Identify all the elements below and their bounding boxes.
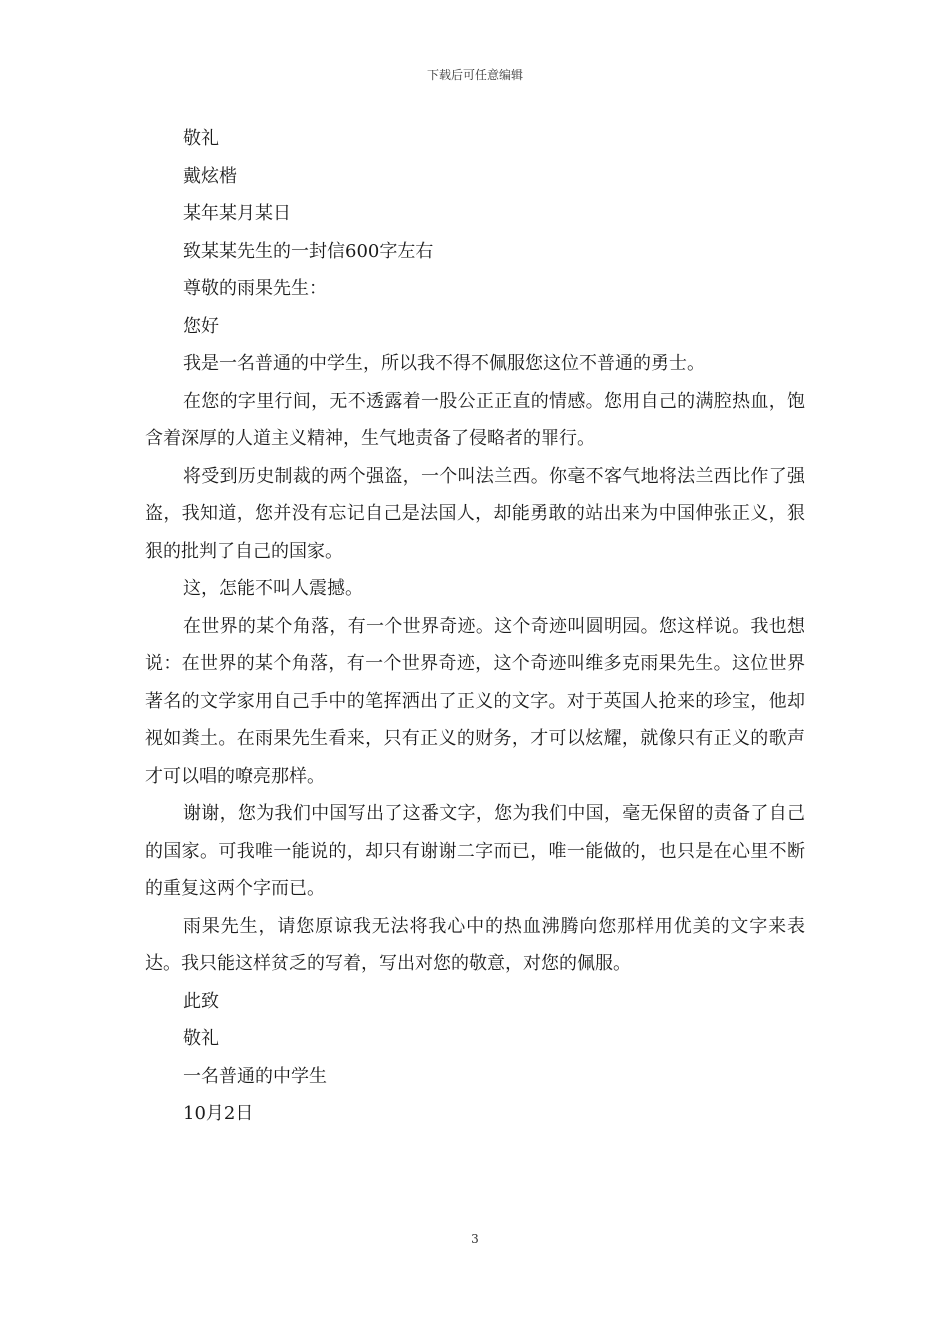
- page-header: 下载后可任意编辑: [426, 68, 523, 82]
- signature-2: 一名普通的中学生: [183, 1065, 327, 1087]
- paragraph: 雨果先生，请您原谅我无法将我心中的热血沸腾向您那样用优美的文字来表达。我只能这样贫乏的写着，写出对您的敬意，对您的佩服。: [145, 915, 805, 974]
- letter-hello: 您好: [183, 315, 219, 337]
- paragraph: 在世界的某个角落，有一个世界奇迹。这个奇迹叫圆明园。您这样说。我也想说：在世界的某个角落，有一个世界奇迹，这个奇迹叫维多克雨果先生。这位世界著名的文学家用自己手中的笔挥洒出了正义的文字。对于英国人抢来的珍宝，他却视如粪土。在雨果先生看来，只有正义的财务，才可以炫耀，就像只有正义的歌声才可以唱的嘹亮那样。: [145, 615, 805, 787]
- closing-salute-2: 敬礼: [183, 1028, 219, 1049]
- paragraph: 谢谢，您为我们中国写出了这番文字，您为我们中国，毫无保留的责备了自己的国家。可我唯一能说的，却只有谢谢二字而已，唯一能做的，也只是在心里不断的重复这两个字而已。: [145, 803, 805, 899]
- closing-salute-1: 敬礼: [183, 128, 219, 149]
- signature-1: 戴炫楷: [183, 165, 237, 187]
- letter-title: 致某某先生的一封信600字左右: [183, 240, 434, 262]
- paragraph: 这，怎能不叫人震撼。: [183, 578, 363, 599]
- document-body: [145, 120, 805, 1133]
- paragraph: 在您的字里行间，无不透露着一股公正正直的情感。您用自己的满腔热血，饱含着深厚的人道主义精神，生气地责备了侵略者的罪行。: [145, 390, 805, 449]
- date-1: 某年某月某日: [183, 203, 291, 224]
- letter-greeting: 尊敬的雨果先生：: [183, 278, 327, 299]
- paragraph: 我是一名普通的中学生，所以我不得不佩服您这位不普通的勇士。: [183, 353, 705, 374]
- letter-closing: 此致: [183, 990, 219, 1012]
- paragraph: 将受到历史制裁的两个强盗，一个叫法兰西。你毫不客气地将法兰西比作了强盗，我知道，您并没有忘记自己是法国人，却能勇敢的站出来为中国伸张正义，狠狠的批判了自己的国家。: [145, 465, 805, 562]
- date-2: 10月2日: [183, 1103, 254, 1124]
- page-number: 3: [471, 1232, 479, 1246]
